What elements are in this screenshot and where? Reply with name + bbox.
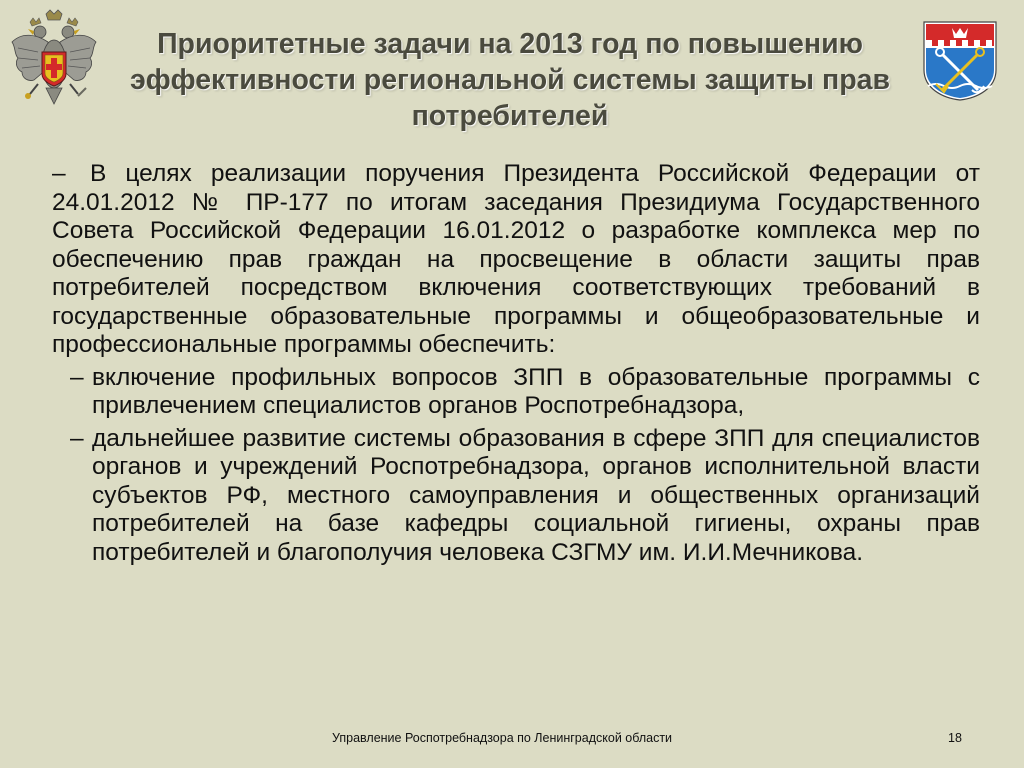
- list-item: [52, 364, 980, 421]
- list-item-text: включение профильных вопросов ЗПП в образовательные программы с привлечением специалистов органов Роспотребнадзора,: [92, 363, 980, 419]
- page-number: 18: [948, 731, 962, 745]
- footer-text: Управление Роспотребнадзора по Ленинградской области: [332, 731, 673, 745]
- bullet-dash: –: [52, 160, 66, 187]
- bullet-dash: –: [70, 363, 84, 391]
- rospotrebnadzor-emblem-icon: [8, 8, 100, 112]
- list-item-text: дальнейшее развитие системы образования в сфере ЗПП для специалистов органов и учреждений Роспотребнадзора, органов исполнительной власти субъектов РФ, местного самоуправления и общественных организаций потребителей на базе кафедры социальной гигиены, охраны прав потребителей и благополучия человека СЗГМУ им. И.И.Мечникова.: [92, 424, 980, 566]
- slide-content: [52, 160, 980, 567]
- main-paragraph-text: В целях реализации поручения Президента Российской Федерации от 24.01.2012 № ПР-177 по итогам заседания Президиума Государственного Совета Российской Федерации 16.01.2012 о разработке комплекса мер по обеспечению прав граждан на просвещение в области защиты прав потребителей посредством включения соответствующих требований в государственные образовательные программы и общеобразовательные и профессиональные программы обеспечить:: [52, 160, 980, 358]
- leningrad-oblast-coat-of-arms-icon: [922, 20, 998, 102]
- bullet-dash: –: [70, 424, 84, 452]
- main-paragraph: [52, 160, 980, 360]
- slide-title: Приоритетные задачи на 2013 год по повышению эффективности региональной системы защиты прав потребителей: [129, 28, 891, 132]
- list-item: [52, 425, 980, 568]
